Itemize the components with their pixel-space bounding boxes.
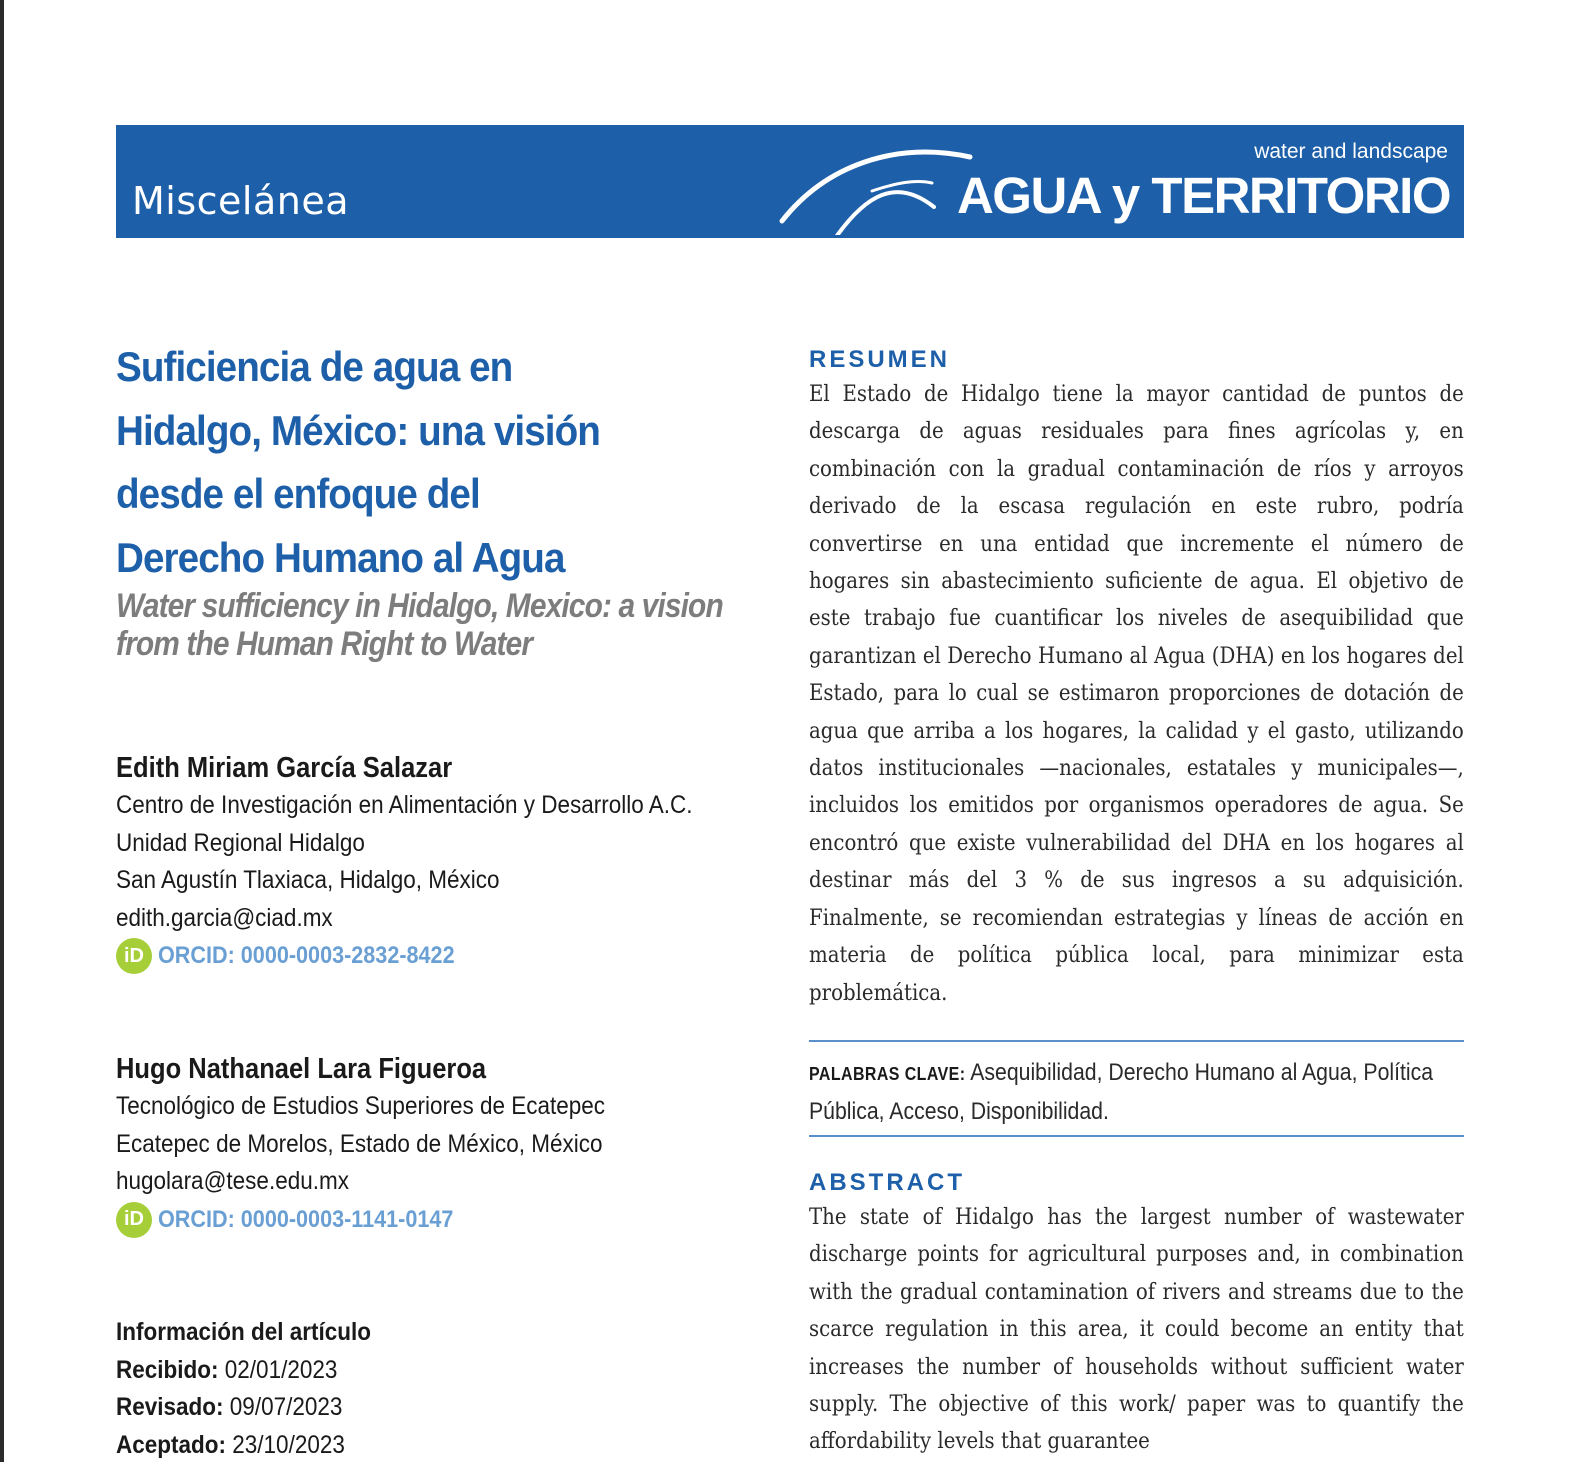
abstract-text: The state of Hidalgo has the largest number of wastewater discharge points for agricultural purposes and, in combination with the gradual contamination of rivers and streams due to the scarce regulation in this area, it could become an entity that increases the number of households without sufficient water supply. The objective of this work/ paper was to quantify the affordability levels that guarantee — [809, 1199, 1464, 1461]
article-title-es: Suficiencia de agua en Hidalgo, México: una visión desde el enfoque del Derecho Humano al Agua — [116, 335, 631, 589]
keywords-label: PALABRAS CLAVE: — [809, 1064, 966, 1084]
accepted-date: Aceptado: 23/10/2023 — [116, 1427, 656, 1464]
keywords-top-divider — [809, 1040, 1464, 1042]
author-location: Ecatepec de Morelos, Estado de México, México — [116, 1126, 746, 1164]
orcid-row[interactable] — [116, 937, 816, 975]
resumen-text: El Estado de Hidalgo tiene la mayor cantidad de puntos de descarga de aguas residuales para fines agrícolas y, en combinación con la gradual contaminación de ríos y arroyos derivado de la escasa regulación en este rubro, podría convertirse en una entidad que incremente el número de hogares sin abastecimiento suficiente de agua. El objetivo de este trabajo fue cuantificar los niveles de asequibilidad que garantizan el Derecho Humano al Agua (DHA) en los hogares del Estado, para lo cual se estimaron proporciones de dotación de agua que arriba a los hogares, la calidad y el gasto, utilizando datos institucionales —nacionales, estatales y municipales—, incluidos los emitidos por organismos operadores de agua. Se encontró que existe vulnerabilidad del DHA en los hogares al destinar más del 3 % de sus ingresos a su adquisición. Finalmente, se recomiendan estrategias y líneas de acción en materia de política pública local, para minimizar esta problemática. — [809, 376, 1464, 1012]
author-email[interactable]: hugolara@tese.edu.mx — [116, 1163, 746, 1201]
author-email[interactable]: edith.garcia@ciad.mx — [116, 900, 746, 938]
article-info — [116, 1314, 716, 1464]
title-block — [116, 335, 766, 663]
author-name: Edith Miriam García Salazar — [116, 750, 732, 787]
article-info-heading: Información del artículo — [116, 1314, 656, 1352]
orcid-link[interactable]: ORCID: 0000-0003-1141-0147 — [158, 1206, 453, 1234]
orcid-link[interactable]: ORCID: 0000-0003-2832-8422 — [158, 942, 455, 970]
journal-header-banner — [116, 125, 1464, 238]
journal-title: AGUA y TERRITORIO — [957, 165, 1450, 227]
orcid-icon: iD — [116, 938, 152, 974]
journal-subtitle: water and landscape — [1254, 139, 1448, 165]
abstract-heading: ABSTRACT — [809, 1167, 1464, 1199]
author-name: Hugo Nathanael Lara Figueroa — [116, 1051, 732, 1088]
author-block — [116, 1051, 816, 1239]
keywords-text: Asequibilidad, Derecho Humano al Agua, Política Pública, Acceso, Disponibilidad. — [809, 1059, 1433, 1125]
orcid-icon: iD — [116, 1202, 152, 1238]
author-affiliation: Centro de Investigación en Alimentación y Desarrollo A.C. — [116, 787, 746, 825]
resumen-section — [809, 344, 1464, 1012]
keywords-bottom-divider — [809, 1135, 1464, 1137]
revised-date: Revisado: 09/07/2023 — [116, 1389, 656, 1427]
page-edge — [0, 0, 4, 1462]
resumen-heading: RESUMEN — [809, 344, 1464, 376]
section-label: Miscelánea — [132, 179, 349, 223]
received-date: Recibido: 02/01/2023 — [116, 1352, 656, 1390]
article-title-en: Water sufficiency in Hidalgo, Mexico: a vision from the Human Right to Water — [116, 587, 750, 663]
author-affiliation: Tecnológico de Estudios Superiores de Ecatepec — [116, 1088, 746, 1126]
abstract-section — [809, 1167, 1464, 1461]
orcid-row[interactable] — [116, 1201, 816, 1239]
author-block — [116, 750, 816, 975]
journal-logo-arc-icon — [776, 135, 986, 235]
author-affiliation: Unidad Regional Hidalgo — [116, 825, 746, 863]
keywords-block — [809, 1054, 1464, 1131]
author-location: San Agustín Tlaxiaca, Hidalgo, México — [116, 862, 746, 900]
